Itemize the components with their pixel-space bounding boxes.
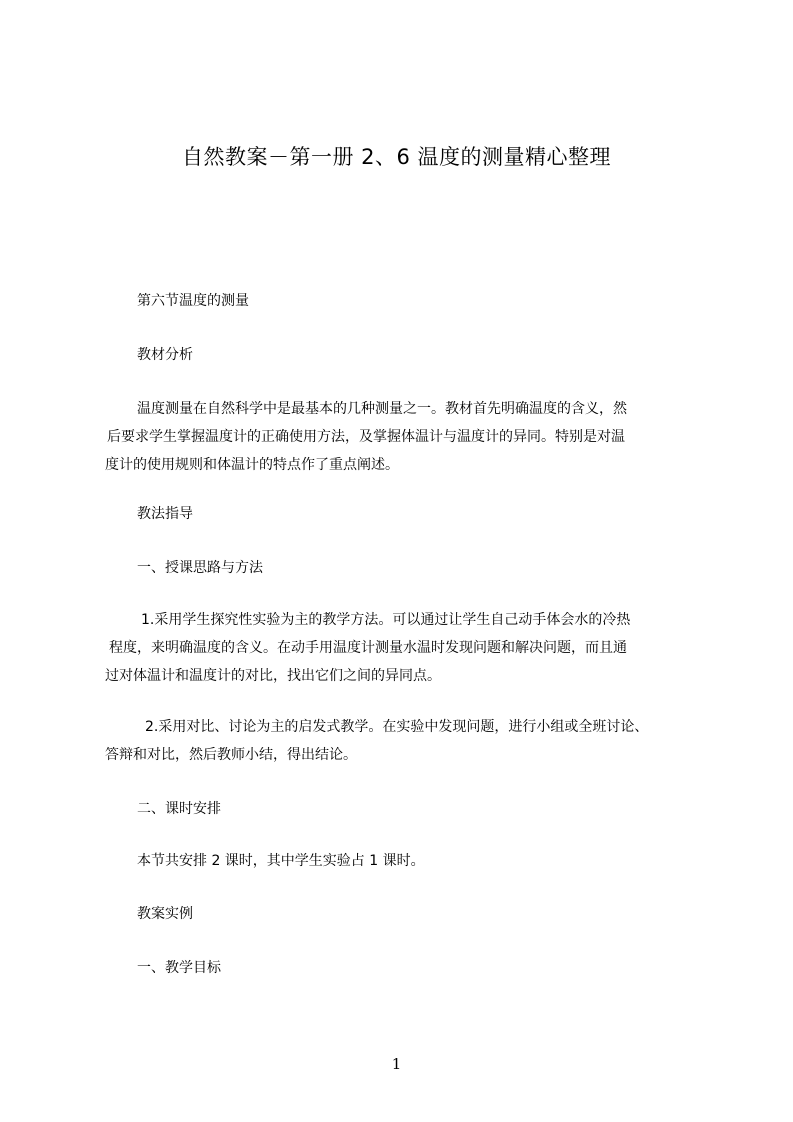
schedule-heading	[105, 795, 715, 823]
guidance-heading-text: 教法指导	[137, 506, 193, 522]
objectives-heading-text: 一、教学目标	[137, 960, 221, 976]
example-heading	[105, 900, 715, 928]
approach-heading	[105, 554, 715, 582]
example-heading-text: 教案实例	[137, 906, 193, 922]
guidance-heading	[105, 500, 715, 528]
schedule-paragraph	[105, 847, 715, 875]
analysis-heading	[105, 341, 715, 369]
approach-heading-text: 一、授课思路与方法	[137, 560, 263, 576]
section-heading-text: 第六节温度的测量	[137, 293, 249, 309]
objectives-heading	[105, 954, 715, 982]
analysis-heading-text: 教材分析	[137, 347, 193, 363]
approach1-line-3: 过对体温计和温度计的对比，找出它们之间的异同点。	[105, 668, 441, 684]
approach-paragraph-2	[105, 713, 715, 769]
analysis-line-2: 后要求学生掌握温度计的正确使用方法，及掌握体温计与温度计的异同。特别是对温	[107, 429, 625, 445]
approach2-line-2: 答辩和对比，然后教师小结，得出结论。	[105, 747, 357, 763]
approach1-line-1: 1.采用学生探究性实验为主的教学方法。可以通过让学生自己动手体会水的冷热	[141, 612, 631, 628]
document-title: 自然教案－第一册 2、6 温度的测量精心整理	[181, 145, 612, 169]
section-heading	[105, 287, 715, 315]
analysis-line-1: 温度测量在自然科学中是最基本的几种测量之一。教材首先明确温度的含义，然	[137, 401, 627, 417]
page-number: 1	[391, 1055, 402, 1073]
analysis-paragraph	[105, 395, 715, 479]
analysis-line-3: 度计的使用规则和体温计的特点作了重点阐述。	[105, 457, 399, 473]
approach-paragraph-1	[105, 606, 715, 690]
approach1-line-2: 程度，来明确温度的含义。在动手用温度计测量水温时发现问题和解决问题，而且通	[109, 640, 627, 656]
schedule-heading-text: 二、课时安排	[137, 801, 221, 817]
schedule-text: 本节共安排 2 课时，其中学生实验占 1 课时。	[137, 853, 425, 869]
approach2-line-1: 2.采用对比、讨论为主的启发式教学。在实验中发现问题，进行小组或全班讨论、	[145, 719, 649, 735]
